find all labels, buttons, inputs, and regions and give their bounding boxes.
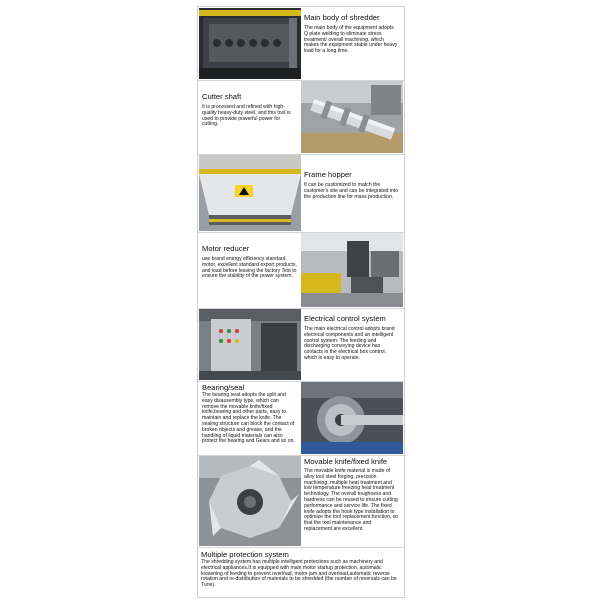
shredder-body-photo xyxy=(199,8,301,79)
section-title: Electrical control system xyxy=(304,314,386,323)
section-main-body xyxy=(198,7,404,81)
section-electrical-control xyxy=(198,308,404,382)
section-title: Main body of shredder xyxy=(304,13,380,22)
section-text xyxy=(301,455,402,547)
section-text xyxy=(199,80,300,154)
section-description: The main body of the equipment adopts Q plate welding to eliminate stress treatment/ overall machining, which makes the equipment stable under heavy load for a long time. xyxy=(304,25,398,55)
section-title: Multiple protection system xyxy=(201,550,289,559)
cutter-shaft-photo xyxy=(301,81,403,153)
section-title: Cutter shaft xyxy=(202,92,242,101)
bearing-seal-photo xyxy=(301,382,403,454)
electrical-cabinet-photo xyxy=(199,309,301,380)
motor-reducer-photo xyxy=(301,233,403,307)
section-description: The bearing seat adopts the split and easy disassembly type, which can remove the movable knife/fixed knife,bearing and other parts, easy to maintain and replace the knife. The sealing structure can block the contact of broken objects and grease, and the handling of liquid materials can also protect the bearing and Gears and so on. xyxy=(202,392,295,445)
section-description: It can be customized to match the customer's site and can be integrated into the production line for mass production. xyxy=(304,182,399,200)
section-title: Motor reducer xyxy=(202,244,250,253)
section-text xyxy=(199,232,300,308)
spec-sheet xyxy=(197,6,405,598)
section-protection-system xyxy=(198,547,404,597)
knife-blade-photo xyxy=(199,456,301,546)
section-text xyxy=(301,308,402,381)
section-cutter-shaft xyxy=(198,80,404,155)
section-description: It is processed and refined with high-quality heavy-duty steel, and this tool is used to provide powerful power for cutting. xyxy=(202,104,291,128)
section-motor-reducer xyxy=(198,232,404,309)
section-description: The shredding system has multiple intelligent protections such as machinery and electrical appliances.It is equipped with main motor startup protection, automatic loosening of feeding to prevent overload, motor jam and overload,automatic reverse rotation and re-distribution of materials to be shredded (the number of reversals can be Tune). xyxy=(201,559,397,589)
section-description: The main electrical control adopts brand electrical components and an intelligent control system. The feeding and discharging conveying device has contacts in the electrical box control, which is easy to operate. xyxy=(304,326,395,361)
section-bearing-seal xyxy=(198,381,404,456)
section-description: use brand energy efficiency standard motor, excellent standard export products, and load before leaving the factory Test to ensure the stability of the power system. xyxy=(202,256,297,280)
frame-hopper-photo xyxy=(199,155,301,231)
section-title: Frame hopper xyxy=(304,170,352,179)
section-knives xyxy=(198,455,404,548)
section-text xyxy=(301,154,402,232)
section-title: Movable knife/fixed knife xyxy=(304,457,388,466)
section-title: Bearing/seal xyxy=(202,383,245,392)
section-text xyxy=(198,547,404,597)
section-frame-hopper xyxy=(198,154,404,233)
section-description: The movable knife material is made of alloy tool steel forging, precision machining, multiple heat treatment and low temperature freezing heat treatment technology. The overall toughness and hardness can be reused to ensure cutting performance and service life. The fixed knife adopts the hook type installation to optimize the tool replacement function, so that the tool maintenance and replacement are excellent. xyxy=(304,468,399,532)
section-text xyxy=(199,381,300,455)
section-text xyxy=(301,7,402,80)
